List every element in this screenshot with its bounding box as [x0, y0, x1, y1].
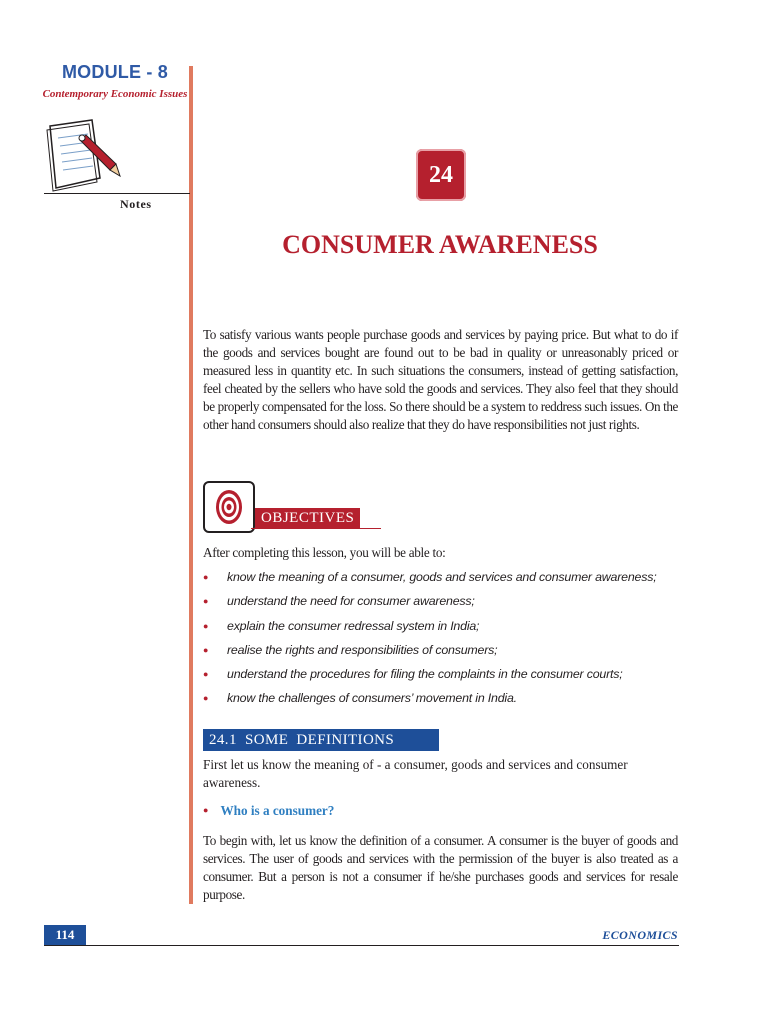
objective-item: ● explain the consumer redressal system in India;	[203, 617, 683, 641]
bullet-icon: ●	[203, 805, 209, 815]
objectives-list	[203, 568, 683, 714]
footer-rule	[44, 945, 679, 946]
objective-item: ● realise the rights and responsibilities of consumers;	[203, 641, 683, 665]
objective-item: ● know the meaning of a consumer, goods and services and consumer awareness;	[203, 568, 683, 592]
section-heading: 24.1 SOME DEFINITIONS	[203, 729, 439, 751]
section-paragraph: First let us know the meaning of - a consumer, goods and services and consumer awareness.	[203, 757, 628, 790]
intro-paragraph: To satisfy various wants people purchase goods and services by paying price. But what to do if the goods and services bought are found out to be bad in quality or unreasonably priced or measured less in quantity etc. In such situations the consumers, instead of getting satisfaction, feel cheated by the sellers who have sold the goods and services. They also feel that they should be properly compensated for the loss. So there should be a system to reddress such issues. On the other hand consumers should also realize that they do have responsibilities not just rights.	[203, 327, 678, 432]
objectives-underline	[251, 528, 381, 529]
notebook-pencil-icon	[44, 118, 124, 194]
chapter-title: CONSUMER AWARENESS	[282, 230, 598, 259]
question-text: Who is a consumer?	[220, 803, 335, 818]
margin-rule	[189, 66, 193, 904]
notes-label: Notes	[120, 197, 152, 211]
target-icon	[203, 481, 255, 533]
chapter-number: 24	[416, 149, 466, 201]
objectives-label: OBJECTIVES	[255, 508, 360, 528]
page-number: 114	[44, 925, 86, 945]
objective-item: ● understand the procedures for filing the complaints in the consumer courts;	[203, 665, 683, 689]
module-label: MODULE - 8	[61, 62, 168, 82]
module-subtitle: Contemporary Economic Issues	[42, 88, 188, 100]
answer-paragraph: To begin with, let us know the definition of a consumer. A consumer is the buyer of goods and services. The user of goods and services with the permission of the buyer is also treated as a consumer. But a person is not a consumer if he/she purchases goods and services for resale purpose.	[203, 833, 678, 902]
objective-item: ● understand the need for consumer awareness;	[203, 592, 683, 616]
objectives-intro: After completing this lesson, you will be able to:	[203, 545, 446, 560]
notes-divider	[44, 193, 190, 194]
question-heading	[203, 803, 334, 819]
objective-item: ● know the challenges of consumers’ movement in India.	[203, 689, 683, 713]
footer-title: ECONOMICS	[602, 928, 678, 942]
